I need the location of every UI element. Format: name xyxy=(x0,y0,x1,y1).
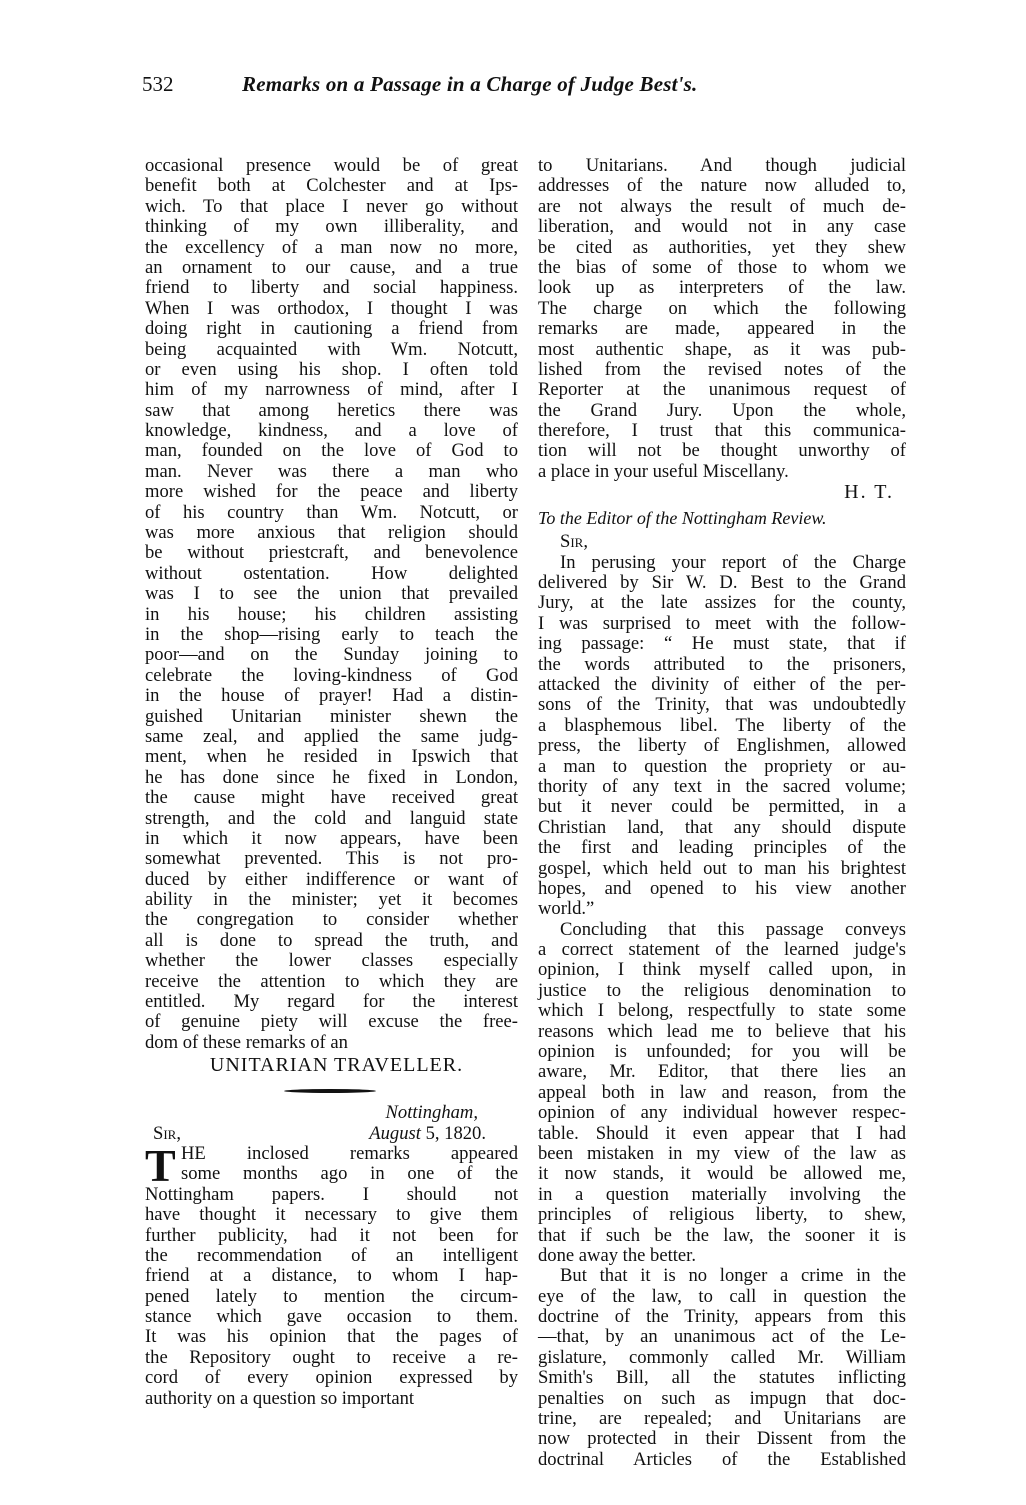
text-line: duced by either indifference or want of xyxy=(145,868,518,890)
text-line: delivered by Sir W. D. Best to the Grand xyxy=(538,572,906,594)
letter-salutation-row xyxy=(145,1124,518,1144)
text-line: further publicity, had it not been for xyxy=(145,1224,518,1246)
text-line: celebrate the loving-kindness of God xyxy=(145,664,518,686)
text-line: or even using his shop. I often told xyxy=(145,358,518,380)
text-line: the Repository ought to receive a re- xyxy=(145,1346,518,1368)
text-line: doctrine of the Trinity, appears from this xyxy=(538,1306,906,1328)
text-line: the cause might have received great xyxy=(145,787,518,809)
running-title: Remarks on a Passage in a Charge of Judge Best's. xyxy=(242,72,698,96)
text-line: done away the better. xyxy=(538,1244,696,1266)
text-line: the congregation to consider whether xyxy=(145,909,518,931)
text-line: In perusing your report of the Charge xyxy=(560,551,906,573)
text-line: man, founded on the love of God to xyxy=(145,440,518,462)
text-line: Smith's Bill, all the statutes inflicting xyxy=(538,1367,906,1389)
page-number: 532 xyxy=(142,72,174,96)
text-line: I was surprised to meet with the follow- xyxy=(538,612,906,634)
text-line: a man to question the propriety or au- xyxy=(538,755,906,777)
letter-date xyxy=(369,1124,486,1144)
text-line: ment, when he resided in Ipswich that xyxy=(145,746,518,768)
text-line: the bias of some of those to whom we xyxy=(538,256,906,278)
text-line: are not always the result of much de- xyxy=(538,195,906,217)
text-line: without ostentation. How delighted xyxy=(145,562,518,584)
paragraph-inclosed-remarks xyxy=(145,1139,518,1409)
text-line: aware, Mr. Editor, that there lies an xyxy=(538,1061,906,1083)
right-column xyxy=(538,156,906,1470)
letter-place: Nottingham, xyxy=(385,1102,478,1124)
text-line: whether the lower classes especially xyxy=(145,950,518,972)
text-line: sons of the Trinity, that was undoubtedly xyxy=(538,694,906,716)
text-line: look up as interpreters of the law. xyxy=(538,277,906,299)
text-line: ability in the minister; yet it becomes xyxy=(145,889,518,911)
text-line: the Grand Jury. Upon the whole, xyxy=(538,399,906,421)
text-line: have thought it necessary to give them xyxy=(145,1204,518,1226)
text-line: opinion is unfounded; for you will be xyxy=(538,1041,906,1063)
text-line: eye of the law, to call in question the xyxy=(538,1285,906,1307)
text-line: in his house; his children assisting xyxy=(145,603,518,625)
text-line: strength, and the cold and languid state xyxy=(145,807,518,829)
text-line: tion will not be thought unworthy of xyxy=(538,440,906,462)
text-line: When I was orthodox, I thought I was xyxy=(145,297,518,319)
text-line: of genuine piety will excuse the free- xyxy=(145,1011,518,1033)
text-line: remarks are made, appeared in the xyxy=(538,318,906,340)
text-line: the words attributed to the prisoners, xyxy=(538,653,906,675)
text-line: in a question materially involving the xyxy=(538,1183,906,1205)
text-line: Nottingham papers. I should not xyxy=(145,1183,518,1205)
text-line: therefore, I trust that this communica- xyxy=(538,420,906,442)
text-line: attacked the divinity of either of the per- xyxy=(538,673,906,695)
text-line: press, the liberty of Englishmen, allowed xyxy=(538,735,906,757)
paragraph-traveller-letter xyxy=(145,156,518,1053)
ornamental-rule xyxy=(284,1089,376,1093)
text-line: pened lately to mention the circum- xyxy=(145,1285,518,1307)
text-line: liberation, and would not in any case xyxy=(538,216,906,238)
text-line: in the house of prayer! Had a distin- xyxy=(145,685,518,707)
text-line: but it never could be permitted, in a xyxy=(538,796,906,818)
text-line: hopes, and opened to his view another xyxy=(538,877,906,899)
text-line: But that it is no longer a crime in the xyxy=(560,1265,906,1287)
text-line: opinion of any individual however respec- xyxy=(538,1102,906,1124)
paragraph-concluding xyxy=(538,920,906,1267)
page-header xyxy=(142,72,912,102)
text-line: doctrinal Articles of the Established xyxy=(538,1448,906,1470)
text-line: a correct statement of the learned judge's xyxy=(538,939,906,961)
text-line: thinking of my own illiberality, and xyxy=(145,216,518,238)
text-line: addresses of the nature now alluded to, xyxy=(538,175,906,197)
text-line: thority of any text in the sacred volume; xyxy=(538,775,906,797)
text-line: some months ago in one of the xyxy=(181,1163,518,1185)
text-line: dom of these remarks of an xyxy=(145,1031,348,1053)
text-line: being acquainted with Wm. Notcutt, xyxy=(145,338,518,360)
text-line: appeal both in law and reason, from the xyxy=(538,1081,906,1103)
text-line: Reporter at the unanimous request of xyxy=(538,379,906,401)
text-line: somewhat prevented. This is not pro- xyxy=(145,848,518,870)
text-line: a blasphemous libel. The liberty of the xyxy=(538,714,906,736)
letter-salutation: Sir, xyxy=(153,1122,181,1144)
text-line: lished from the revised notes of the xyxy=(538,358,906,380)
text-line: world.” xyxy=(538,898,595,920)
text-line: poor—and on the Sunday joining to xyxy=(145,644,518,666)
paragraph-perusing-report xyxy=(538,553,906,920)
text-line: stance which gave occasion to them. xyxy=(145,1306,518,1328)
text-line: that if such be the law, the sooner it is xyxy=(538,1224,906,1246)
text-line: HE inclosed remarks appeared xyxy=(181,1142,518,1164)
to-editor-heading: To the Editor of the Nottingham Review. xyxy=(538,508,827,529)
text-line: the excellency of a man now no more, xyxy=(145,236,518,258)
paragraph-no-longer-crime xyxy=(538,1266,906,1470)
text-line: same zeal, and applied the same judg- xyxy=(145,725,518,747)
text-line: justice to the religious denomination to xyxy=(538,979,906,1001)
text-line: he has done since he fixed in London, xyxy=(145,766,518,788)
text-line: was I to see the union that prevailed xyxy=(145,583,518,605)
text-line: an ornament to our cause, and a true xyxy=(145,256,518,278)
text-line: penalties on such as impugn that doc- xyxy=(538,1387,906,1409)
letter-date-month: August xyxy=(369,1122,421,1144)
text-line: trine, are repealed; and Unitarians are xyxy=(538,1408,906,1430)
text-line: cord of every opinion expressed by xyxy=(145,1367,518,1389)
text-line: saw that among heretics there was xyxy=(145,399,518,421)
drop-cap: T xyxy=(145,1139,176,1191)
text-line: now protected in their Dissent from the xyxy=(538,1428,906,1450)
text-line: been mistaken in my view of the law as xyxy=(538,1142,906,1164)
text-line: doing right in cautioning a friend from xyxy=(145,318,518,340)
text-line: it now stands, it would be allowed me, xyxy=(538,1163,906,1185)
text-line: benefit both at Colchester and at Ips- xyxy=(145,175,518,197)
text-line: a place in your useful Miscellany. xyxy=(538,460,789,482)
text-line: occasional presence would be of great xyxy=(145,155,518,176)
signature-initials: H. T. xyxy=(844,481,894,504)
text-line: The charge on which the following xyxy=(538,297,906,319)
text-line: the first and leading principles of the xyxy=(538,837,906,859)
text-line: all is done to spread the truth, and xyxy=(145,929,518,951)
text-line: in the shop—rising early to teach the xyxy=(145,623,518,645)
text-line: —that, by an unanimous act of the Le- xyxy=(538,1326,906,1348)
text-line: in which it now appears, have been xyxy=(145,827,518,849)
text-line: knowledge, kindness, and a love of xyxy=(145,420,518,442)
text-line: Christian land, that any should dispute xyxy=(538,816,906,838)
text-line: friend at a distance, to whom I hap- xyxy=(145,1265,518,1287)
text-line: be without priestcraft, and benevolence xyxy=(145,542,518,564)
text-line: Jury, at the late assizes for the county, xyxy=(538,592,906,614)
text-line: reasons which lead me to believe that his xyxy=(538,1020,906,1042)
left-column xyxy=(145,156,518,1409)
text-line: authority on a question so important xyxy=(145,1387,415,1409)
text-line: entitled. My regard for the interest xyxy=(145,991,518,1013)
text-line: man. Never was there a man who xyxy=(145,460,518,482)
text-line: him of my narrowness of mind, after I xyxy=(145,379,518,401)
text-line: table. Should it even appear that I had xyxy=(538,1122,906,1144)
text-line: ing passage: “ He must state, that if xyxy=(538,633,906,655)
letter-date-rest: 5, 1820. xyxy=(420,1122,486,1144)
text-line: guished Unitarian minister shewn the xyxy=(145,705,518,727)
text-line: It was his opinion that the pages of xyxy=(145,1326,518,1348)
text-line: of his country than Wm. Notcutt, or xyxy=(145,501,518,523)
paragraph-to-unitarians xyxy=(538,156,906,482)
text-line: was more anxious that religion should xyxy=(145,522,518,544)
text-line: receive the attention to which they are xyxy=(145,970,518,992)
text-line: principles of religious liberty, to shew, xyxy=(538,1204,906,1226)
text-line: Concluding that this passage conveys xyxy=(560,918,906,940)
text-line: gospel, which held out to man his brightest xyxy=(538,857,906,879)
text-line: which I belong, respectfully to state some xyxy=(538,1000,906,1022)
text-line: to Unitarians. And though judicial xyxy=(538,155,906,176)
text-line: be cited as authorities, yet they shew xyxy=(538,236,906,258)
text-line: gislature, commonly called Mr. William xyxy=(538,1346,906,1368)
text-line: friend to liberty and social happiness. xyxy=(145,277,518,299)
salutation: Sir, xyxy=(560,531,588,553)
text-line: wich. To that place I never go without xyxy=(145,195,518,217)
signature-unitarian-traveller: UNITARIAN TRAVELLER. xyxy=(209,1054,464,1077)
text-line: opinion, I think myself called upon, in xyxy=(538,959,906,981)
text-line: the recommendation of an intelligent xyxy=(145,1244,518,1266)
text-line: most authentic shape, as it was pub- xyxy=(538,338,906,360)
text-line: more wished for the peace and liberty xyxy=(145,481,518,503)
